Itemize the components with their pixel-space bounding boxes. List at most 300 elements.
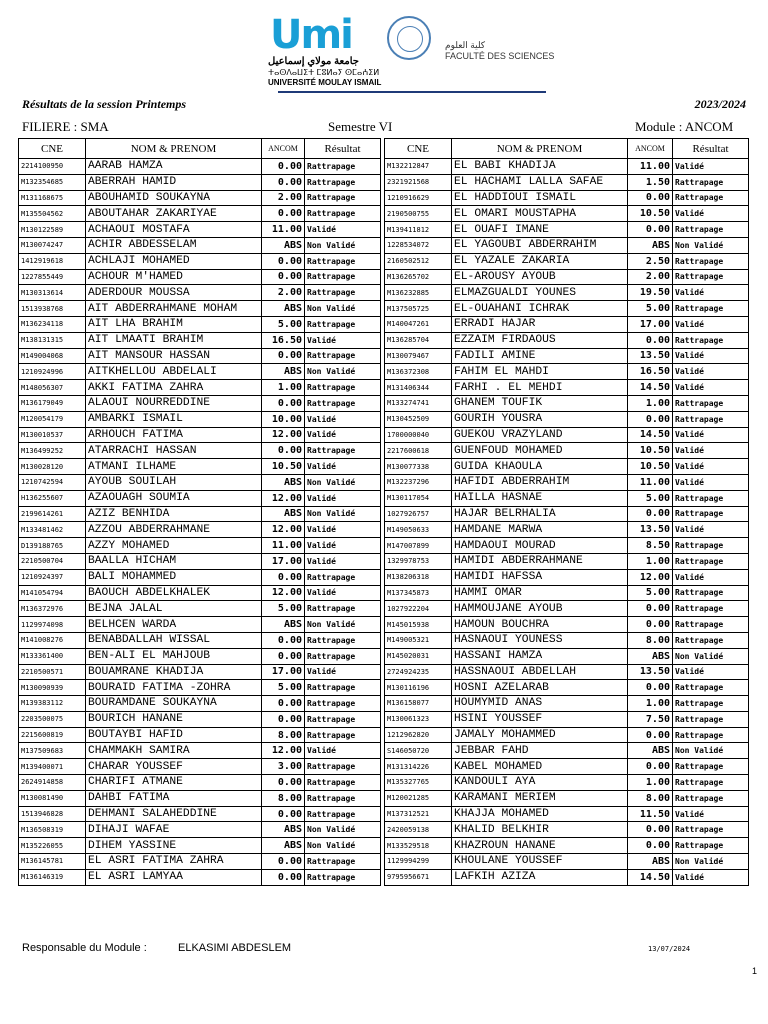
- cne-cell: 1227855449: [19, 269, 86, 285]
- table-row: [19, 332, 381, 348]
- ancom-grade-cell: ABS: [628, 237, 673, 253]
- table-row: [385, 601, 749, 617]
- cne-cell: 9795956671: [385, 869, 452, 885]
- session-title: Résultats de la session Printemps: [22, 97, 187, 111]
- result-cell: Validé: [673, 206, 749, 222]
- result-cell: Rattrapage: [305, 648, 381, 664]
- cne-cell: M133481462: [19, 522, 86, 538]
- cne-cell: 2217600618: [385, 443, 452, 459]
- table-row: [19, 632, 381, 648]
- name-cell: EL OUAFI IMANE: [452, 222, 628, 238]
- result-cell: Rattrapage: [673, 711, 749, 727]
- table-row: [19, 806, 381, 822]
- result-cell: Rattrapage: [673, 632, 749, 648]
- table-row: [19, 190, 381, 206]
- name-cell: AZZOU ABDERRAHMANE: [86, 522, 262, 538]
- cne-cell: 2214100950: [19, 159, 86, 175]
- cne-cell: 2210500571: [19, 664, 86, 680]
- table-row: [385, 648, 749, 664]
- cne-cell: M136508319: [19, 822, 86, 838]
- result-cell: Validé: [673, 459, 749, 475]
- cne-cell: M145020031: [385, 648, 452, 664]
- table-row: [19, 790, 381, 806]
- cne-cell: M139400071: [19, 759, 86, 775]
- table-row: [385, 443, 749, 459]
- result-cell: Validé: [305, 538, 381, 554]
- ancom-grade-cell: 10.00: [262, 411, 305, 427]
- ancom-grade-cell: 12.00: [262, 427, 305, 443]
- cne-cell: 2420059138: [385, 822, 452, 838]
- table-row: [19, 348, 381, 364]
- result-cell: Non Validé: [305, 301, 381, 317]
- result-cell: Validé: [305, 664, 381, 680]
- name-cell: JEBBAR FAHD: [452, 743, 628, 759]
- table-row: [19, 538, 381, 554]
- name-cell: CHARAR YOUSSEF: [86, 759, 262, 775]
- result-cell: Rattrapage: [305, 253, 381, 269]
- result-cell: Rattrapage: [305, 601, 381, 617]
- university-name-arabic: جامعة مولاي إسماعيل: [268, 56, 359, 67]
- ancom-grade-cell: 13.50: [628, 348, 673, 364]
- cne-cell: M139383112: [19, 696, 86, 712]
- table-row: [385, 237, 749, 253]
- ancom-grade-cell: 11.00: [262, 538, 305, 554]
- table-row: [385, 395, 749, 411]
- name-cell: FADILI AMINE: [452, 348, 628, 364]
- table-row: [385, 553, 749, 569]
- cne-cell: 1210916629: [385, 190, 452, 206]
- result-cell: Non Validé: [305, 474, 381, 490]
- cne-cell: M130028120: [19, 459, 86, 475]
- cne-cell: M135327765: [385, 775, 452, 791]
- cne-cell: 1212962820: [385, 727, 452, 743]
- name-cell: BOUTAYBI HAFID: [86, 727, 262, 743]
- name-cell: ACHIR ABDESSELAM: [86, 237, 262, 253]
- table-row: [385, 474, 749, 490]
- ancom-grade-cell: 10.50: [628, 206, 673, 222]
- ancom-grade-cell: 1.00: [628, 775, 673, 791]
- result-cell: Non Validé: [673, 854, 749, 870]
- ancom-grade-cell: 1.00: [628, 395, 673, 411]
- ancom-grade-cell: 19.50: [628, 285, 673, 301]
- name-cell: KABEL MOHAMED: [452, 759, 628, 775]
- ancom-grade-cell: 12.00: [262, 490, 305, 506]
- ancom-grade-cell: 1.00: [262, 380, 305, 396]
- ancom-grade-cell: 0.00: [262, 395, 305, 411]
- cne-cell: M136232885: [385, 285, 452, 301]
- result-cell: Rattrapage: [305, 174, 381, 190]
- table-row: [385, 854, 749, 870]
- university-logo: [268, 12, 382, 98]
- ancom-grade-cell: ABS: [262, 506, 305, 522]
- table-row: [19, 869, 381, 885]
- ancom-grade-cell: ABS: [628, 854, 673, 870]
- ancom-grade-cell: 7.50: [628, 711, 673, 727]
- ancom-grade-cell: 1.00: [628, 553, 673, 569]
- result-cell: Non Validé: [673, 237, 749, 253]
- column-header-cne: CNE: [19, 139, 86, 159]
- result-cell: Validé: [673, 380, 749, 396]
- result-cell: Rattrapage: [673, 696, 749, 712]
- page-number: 1: [752, 966, 758, 976]
- table-row: [19, 553, 381, 569]
- table-row: [385, 332, 749, 348]
- table-row: [385, 427, 749, 443]
- ancom-grade-cell: 17.00: [262, 664, 305, 680]
- table-row: [385, 522, 749, 538]
- table-row: [19, 838, 381, 854]
- table-row: [19, 743, 381, 759]
- result-cell: Validé: [673, 348, 749, 364]
- result-cell: Rattrapage: [673, 727, 749, 743]
- table-row: [385, 664, 749, 680]
- ancom-grade-cell: 13.50: [628, 522, 673, 538]
- cne-cell: M136234118: [19, 316, 86, 332]
- table-row: [385, 632, 749, 648]
- result-cell: Validé: [305, 522, 381, 538]
- cne-cell: M131406344: [385, 380, 452, 396]
- module-responsible-label: Responsable du Module :: [22, 942, 147, 954]
- name-cell: AIT LHA BRAHIM: [86, 316, 262, 332]
- cne-cell: M149005321: [385, 632, 452, 648]
- table-row: [19, 380, 381, 396]
- ancom-grade-cell: ABS: [262, 364, 305, 380]
- ancom-grade-cell: 8.50: [628, 538, 673, 554]
- name-cell: GHANEM TOUFIK: [452, 395, 628, 411]
- cne-cell: M120021285: [385, 790, 452, 806]
- table-row: [19, 269, 381, 285]
- cne-cell: H136255607: [19, 490, 86, 506]
- name-cell: ATMANI ILHAME: [86, 459, 262, 475]
- table-row: [385, 206, 749, 222]
- ancom-grade-cell: 0.00: [262, 806, 305, 822]
- cne-cell: M131314226: [385, 759, 452, 775]
- table-row: [19, 174, 381, 190]
- name-cell: AMBARKI ISMAIL: [86, 411, 262, 427]
- table-row: [385, 775, 749, 791]
- result-cell: Rattrapage: [305, 395, 381, 411]
- ancom-grade-cell: 0.00: [628, 222, 673, 238]
- result-cell: Rattrapage: [305, 727, 381, 743]
- column-header-ancom: ANCOM: [262, 139, 305, 159]
- table-row: [385, 822, 749, 838]
- ancom-grade-cell: 0.00: [262, 775, 305, 791]
- cne-cell: M130079467: [385, 348, 452, 364]
- result-cell: Validé: [673, 474, 749, 490]
- cne-cell: 2199614261: [19, 506, 86, 522]
- ancom-grade-cell: 14.50: [628, 380, 673, 396]
- name-cell: ALAOUI NOURREDDINE: [86, 395, 262, 411]
- name-cell: HAMOUN BOUCHRA: [452, 617, 628, 633]
- result-cell: Rattrapage: [673, 490, 749, 506]
- name-cell: BEN-ALI EL MAHJOUB: [86, 648, 262, 664]
- ancom-grade-cell: 0.00: [262, 696, 305, 712]
- cne-cell: M130117054: [385, 490, 452, 506]
- name-cell: EL ASRI LAMYAA: [86, 869, 262, 885]
- filiere-label: FILIERE : SMA: [22, 119, 109, 134]
- result-cell: Rattrapage: [673, 301, 749, 317]
- cne-cell: 1027926757: [385, 506, 452, 522]
- result-cell: Validé: [305, 585, 381, 601]
- ancom-grade-cell: 17.00: [262, 553, 305, 569]
- cne-cell: M147007899: [385, 538, 452, 554]
- ancom-grade-cell: 0.00: [262, 711, 305, 727]
- result-cell: Rattrapage: [673, 601, 749, 617]
- result-cell: Rattrapage: [305, 711, 381, 727]
- cne-cell: 2160502512: [385, 253, 452, 269]
- name-cell: DAHBI FATIMA: [86, 790, 262, 806]
- result-cell: Rattrapage: [305, 190, 381, 206]
- cne-cell: M133361400: [19, 648, 86, 664]
- result-cell: Rattrapage: [673, 538, 749, 554]
- cne-cell: M132212847: [385, 159, 452, 175]
- table-row: [19, 680, 381, 696]
- ancom-grade-cell: 0.00: [262, 854, 305, 870]
- name-cell: BOUAMRANE KHADIJA: [86, 664, 262, 680]
- ancom-grade-cell: 0.00: [628, 838, 673, 854]
- result-cell: Rattrapage: [673, 680, 749, 696]
- table-row: [19, 617, 381, 633]
- table-row: [385, 680, 749, 696]
- name-cell: JAMALY MOHAMMED: [452, 727, 628, 743]
- ancom-grade-cell: 0.00: [262, 348, 305, 364]
- result-cell: Rattrapage: [673, 790, 749, 806]
- table-row: [385, 190, 749, 206]
- result-cell: Rattrapage: [305, 569, 381, 585]
- result-cell: Validé: [673, 522, 749, 538]
- name-cell: HSINI YOUSSEF: [452, 711, 628, 727]
- table-row: [385, 585, 749, 601]
- table-row: [19, 522, 381, 538]
- cne-cell: 2203500075: [19, 711, 86, 727]
- name-cell: LAFKIH AZIZA: [452, 869, 628, 885]
- table-row: [19, 696, 381, 712]
- ancom-grade-cell: 0.00: [628, 759, 673, 775]
- name-cell: AZIZ BENHIDA: [86, 506, 262, 522]
- result-cell: Rattrapage: [673, 411, 749, 427]
- name-cell: EL BABI KHADIJA: [452, 159, 628, 175]
- ancom-grade-cell: 2.00: [262, 190, 305, 206]
- table-row: [385, 506, 749, 522]
- table-row: [19, 474, 381, 490]
- cne-cell: M137505725: [385, 301, 452, 317]
- name-cell: HAFIDI ABDERRAHIM: [452, 474, 628, 490]
- table-row: [385, 316, 749, 332]
- result-cell: Validé: [673, 869, 749, 885]
- table-header-row: [19, 139, 381, 159]
- ancom-grade-cell: 12.00: [262, 743, 305, 759]
- cne-cell: M136285704: [385, 332, 452, 348]
- table-row: [385, 364, 749, 380]
- table-row: [19, 206, 381, 222]
- result-cell: Rattrapage: [305, 790, 381, 806]
- result-cell: Rattrapage: [673, 585, 749, 601]
- faculty-name: [445, 40, 554, 62]
- ancom-grade-cell: 0.00: [262, 648, 305, 664]
- table-row: [19, 301, 381, 317]
- ancom-grade-cell: 1.00: [628, 696, 673, 712]
- table-row: [385, 569, 749, 585]
- name-cell: KANDOULI AYA: [452, 775, 628, 791]
- name-cell: AITKHELLOU ABDELALI: [86, 364, 262, 380]
- results-table-left: [18, 138, 381, 886]
- ancom-grade-cell: ABS: [262, 617, 305, 633]
- name-cell: ACHOUR M'HAMED: [86, 269, 262, 285]
- result-cell: Rattrapage: [673, 838, 749, 854]
- ancom-grade-cell: 13.50: [628, 664, 673, 680]
- cne-cell: M137345873: [385, 585, 452, 601]
- table-row: [19, 364, 381, 380]
- table-row: [19, 664, 381, 680]
- cne-cell: M141054794: [19, 585, 86, 601]
- ancom-grade-cell: 14.50: [628, 869, 673, 885]
- result-cell: Validé: [305, 553, 381, 569]
- ancom-grade-cell: 5.00: [262, 316, 305, 332]
- table-row: [19, 316, 381, 332]
- result-cell: Non Validé: [673, 648, 749, 664]
- cne-cell: M131168675: [19, 190, 86, 206]
- ancom-grade-cell: 11.00: [628, 474, 673, 490]
- university-name: UNIVERSITÉ MOULAY ISMAIL: [268, 78, 382, 87]
- ancom-grade-cell: 16.50: [628, 364, 673, 380]
- result-cell: Validé: [673, 427, 749, 443]
- column-header-nom: NOM & PRENOM: [86, 139, 262, 159]
- name-cell: KARAMANI MERIEM: [452, 790, 628, 806]
- result-cell: Validé: [673, 316, 749, 332]
- page-header: [0, 10, 768, 95]
- cne-cell: M130090939: [19, 680, 86, 696]
- cne-cell: M133274741: [385, 395, 452, 411]
- cne-cell: M136265702: [385, 269, 452, 285]
- table-row: [385, 806, 749, 822]
- name-cell: EL HADDIOUI ISMAIL: [452, 190, 628, 206]
- table-row: [19, 459, 381, 475]
- name-cell: ABOUTAHAR ZAKARIYAE: [86, 206, 262, 222]
- name-cell: FAHIM EL MAHDI: [452, 364, 628, 380]
- name-cell: HOUMYMID ANAS: [452, 696, 628, 712]
- table-row: [385, 253, 749, 269]
- table-row: [385, 743, 749, 759]
- cne-cell: M135226055: [19, 838, 86, 854]
- name-cell: EL YAZALE ZAKARIA: [452, 253, 628, 269]
- result-cell: Rattrapage: [305, 443, 381, 459]
- name-cell: CHAMMAKH SAMIRA: [86, 743, 262, 759]
- table-row: [19, 285, 381, 301]
- result-cell: Rattrapage: [305, 632, 381, 648]
- cne-cell: M130116196: [385, 680, 452, 696]
- ancom-grade-cell: 8.00: [262, 790, 305, 806]
- cne-cell: 1228534072: [385, 237, 452, 253]
- cne-cell: 1513938768: [19, 301, 86, 317]
- table-row: [385, 538, 749, 554]
- ancom-grade-cell: 10.50: [628, 443, 673, 459]
- result-cell: Validé: [673, 159, 749, 175]
- name-cell: AIT ABDERRAHMANE MOHAM: [86, 301, 262, 317]
- result-cell: Rattrapage: [305, 269, 381, 285]
- result-cell: Rattrapage: [673, 395, 749, 411]
- cne-cell: 2190500755: [385, 206, 452, 222]
- ancom-grade-cell: 12.00: [262, 585, 305, 601]
- name-cell: BAOUCH ABDELKHALEK: [86, 585, 262, 601]
- ancom-grade-cell: 5.00: [628, 490, 673, 506]
- result-cell: Validé: [305, 427, 381, 443]
- result-cell: Validé: [305, 490, 381, 506]
- name-cell: GUENFOUD MOHAMED: [452, 443, 628, 459]
- ancom-grade-cell: 0.00: [628, 332, 673, 348]
- module-label: Module : ANCOM: [635, 119, 734, 134]
- name-cell: AARAB HAMZA: [86, 159, 262, 175]
- result-cell: Validé: [673, 364, 749, 380]
- result-cell: Rattrapage: [305, 806, 381, 822]
- name-cell: ACHLAJI MOHAMED: [86, 253, 262, 269]
- table-row: [385, 790, 749, 806]
- name-cell: ADERDOUR MOUSSA: [86, 285, 262, 301]
- name-cell: DIHEM YASSINE: [86, 838, 262, 854]
- ancom-grade-cell: 0.00: [262, 253, 305, 269]
- ancom-grade-cell: 1.50: [628, 174, 673, 190]
- faculty-name-arabic: كلية العلوم: [445, 40, 486, 50]
- name-cell: BEJNA JALAL: [86, 601, 262, 617]
- table-row: [385, 869, 749, 885]
- table-row: [19, 443, 381, 459]
- result-cell: Validé: [305, 222, 381, 238]
- result-cell: Rattrapage: [673, 253, 749, 269]
- result-cell: Rattrapage: [305, 206, 381, 222]
- name-cell: GUEKOU VRAZYLAND: [452, 427, 628, 443]
- result-cell: Rattrapage: [673, 553, 749, 569]
- name-cell: HAMIDI ABDERRAHMANE: [452, 553, 628, 569]
- ancom-grade-cell: 0.00: [262, 159, 305, 175]
- table-row: [19, 253, 381, 269]
- name-cell: FARHI . EL MEHDI: [452, 380, 628, 396]
- cne-cell: M136158077: [385, 696, 452, 712]
- result-cell: Validé: [673, 569, 749, 585]
- table-row: [385, 159, 749, 175]
- table-row: [385, 301, 749, 317]
- result-cell: Validé: [305, 332, 381, 348]
- name-cell: ABERRAH HAMID: [86, 174, 262, 190]
- ancom-grade-cell: ABS: [262, 838, 305, 854]
- cne-cell: 1027922204: [385, 601, 452, 617]
- table-row: [385, 696, 749, 712]
- result-cell: Validé: [305, 743, 381, 759]
- result-cell: Rattrapage: [305, 854, 381, 870]
- column-header-nom: NOM & PRENOM: [452, 139, 628, 159]
- cne-cell: D139188765: [19, 538, 86, 554]
- ancom-grade-cell: 11.00: [262, 222, 305, 238]
- name-cell: AIT LMAATI BRAHIM: [86, 332, 262, 348]
- table-row: [385, 727, 749, 743]
- cne-cell: 1700000040: [385, 427, 452, 443]
- name-cell: HOSNI AZELARAB: [452, 680, 628, 696]
- table-row: [19, 727, 381, 743]
- result-cell: Rattrapage: [305, 869, 381, 885]
- cne-cell: M120054179: [19, 411, 86, 427]
- table-row: [19, 854, 381, 870]
- name-cell: BALI MOHAMMED: [86, 569, 262, 585]
- ancom-grade-cell: 11.50: [628, 806, 673, 822]
- ancom-grade-cell: ABS: [628, 648, 673, 664]
- cne-cell: M130074247: [19, 237, 86, 253]
- name-cell: BAALLA HICHAM: [86, 553, 262, 569]
- name-cell: KHAJJA MOHAMED: [452, 806, 628, 822]
- ancom-grade-cell: 10.50: [262, 459, 305, 475]
- result-cell: Validé: [305, 411, 381, 427]
- name-cell: ABOUHAMID SOUKAYNA: [86, 190, 262, 206]
- cne-cell: M140047261: [385, 316, 452, 332]
- table-row: [385, 411, 749, 427]
- ancom-grade-cell: 12.00: [262, 522, 305, 538]
